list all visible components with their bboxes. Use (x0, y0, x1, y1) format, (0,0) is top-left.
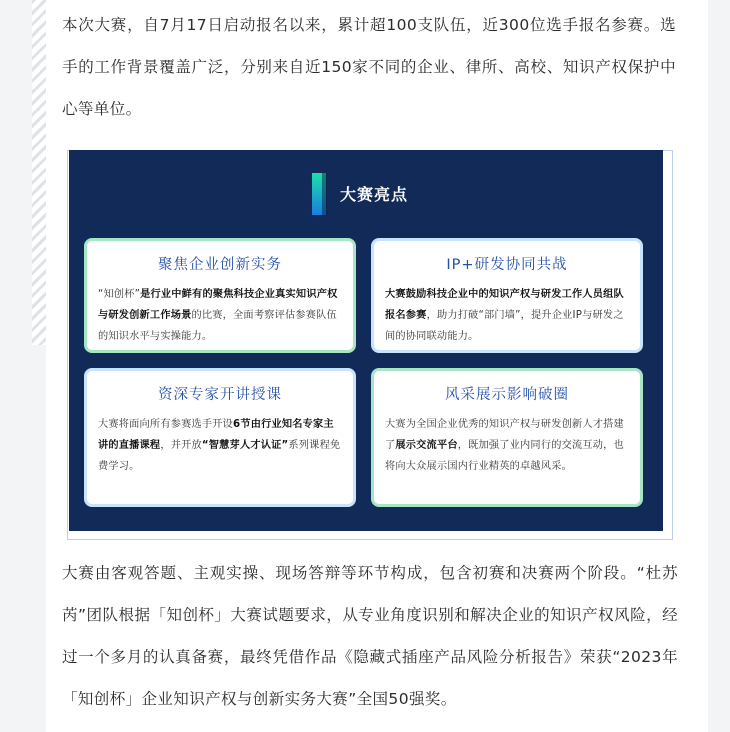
highlights-card (69, 150, 663, 531)
highlight-box-title: IP+研发协同共战 (446, 257, 568, 273)
body-text: ，助力打破“部门墙”，提升企业IP与研发之间的协同联动能力。 (385, 310, 624, 342)
highlight-box (371, 368, 643, 507)
body-text: 的比赛，全面考察评估参赛队伍的知识水平与实操能力。 (98, 310, 337, 342)
emphasis-text: “智慧芽人才认证” (201, 440, 289, 451)
right-margin (708, 0, 730, 732)
body-text: “知创杯” (98, 289, 141, 300)
highlight-box (84, 368, 356, 507)
emphasis-text: 大赛鼓励科技企业中的知识产权与研发工作人员组队报名参赛 (385, 289, 624, 321)
highlight-box (371, 238, 643, 353)
emphasis-text: 是行业中鲜有的聚焦科技企业真实知识产权与研发创新工作场景 (98, 289, 338, 321)
heading-accent-shade (322, 173, 327, 215)
highlight-box-title: 风采展示影响破圈 (445, 387, 569, 403)
decorative-stripes (32, 0, 46, 345)
body-text: ，并开放 (160, 440, 202, 451)
highlights-title: 大赛亮点 (340, 185, 409, 204)
highlight-box-title: 聚焦企业创新实务 (158, 257, 282, 273)
body-text: 系列课程免费学习。 (98, 440, 341, 472)
body-text: ，既加强了业内同行的交流互动，也将向大众展示国内行业精英的卓越风采。 (385, 440, 624, 472)
outro-paragraph: 大赛由客观答题、主观实操、现场答辩等环节构成，包含初赛和决赛两个阶段。“杜苏芮”团队根据「知创杯」大赛试题要求，从专业角度识别和解决企业的知识产权风险，经过一个多月的认真备赛，最终凭借作品《隐藏式插座产品风险分析报告》荣获“2023年「知创杯」企业知识产权与创新实务大赛”全国50强奖。 (62, 564, 678, 708)
highlight-box-body (385, 414, 631, 477)
emphasis-text: 展示交流平台 (395, 440, 458, 451)
highlight-box (84, 238, 356, 353)
emphasis-text: 6节由行业知名专家主讲的直播课程 (98, 419, 334, 451)
highlights-heading (312, 173, 422, 215)
highlight-box-body (385, 284, 631, 347)
left-margin (0, 0, 46, 732)
highlight-box-body (98, 414, 344, 477)
highlight-box-body (98, 284, 344, 347)
intro-paragraph: 本次大赛，自7月17日启动报名以来，累计超100支队伍，近300位选手报名参赛。选手的工作背景覆盖广泛，分别来自近150家不同的企业、律所、高校、知识产权保护中心等单位。 (62, 16, 676, 118)
highlight-box-title: 资深专家开讲授课 (158, 387, 282, 403)
body-text: 大赛将面向所有参赛选手开设 (98, 419, 234, 430)
body-text: 大赛为全国企业优秀的知识产权与研发创新人才搭建了 (385, 419, 624, 451)
